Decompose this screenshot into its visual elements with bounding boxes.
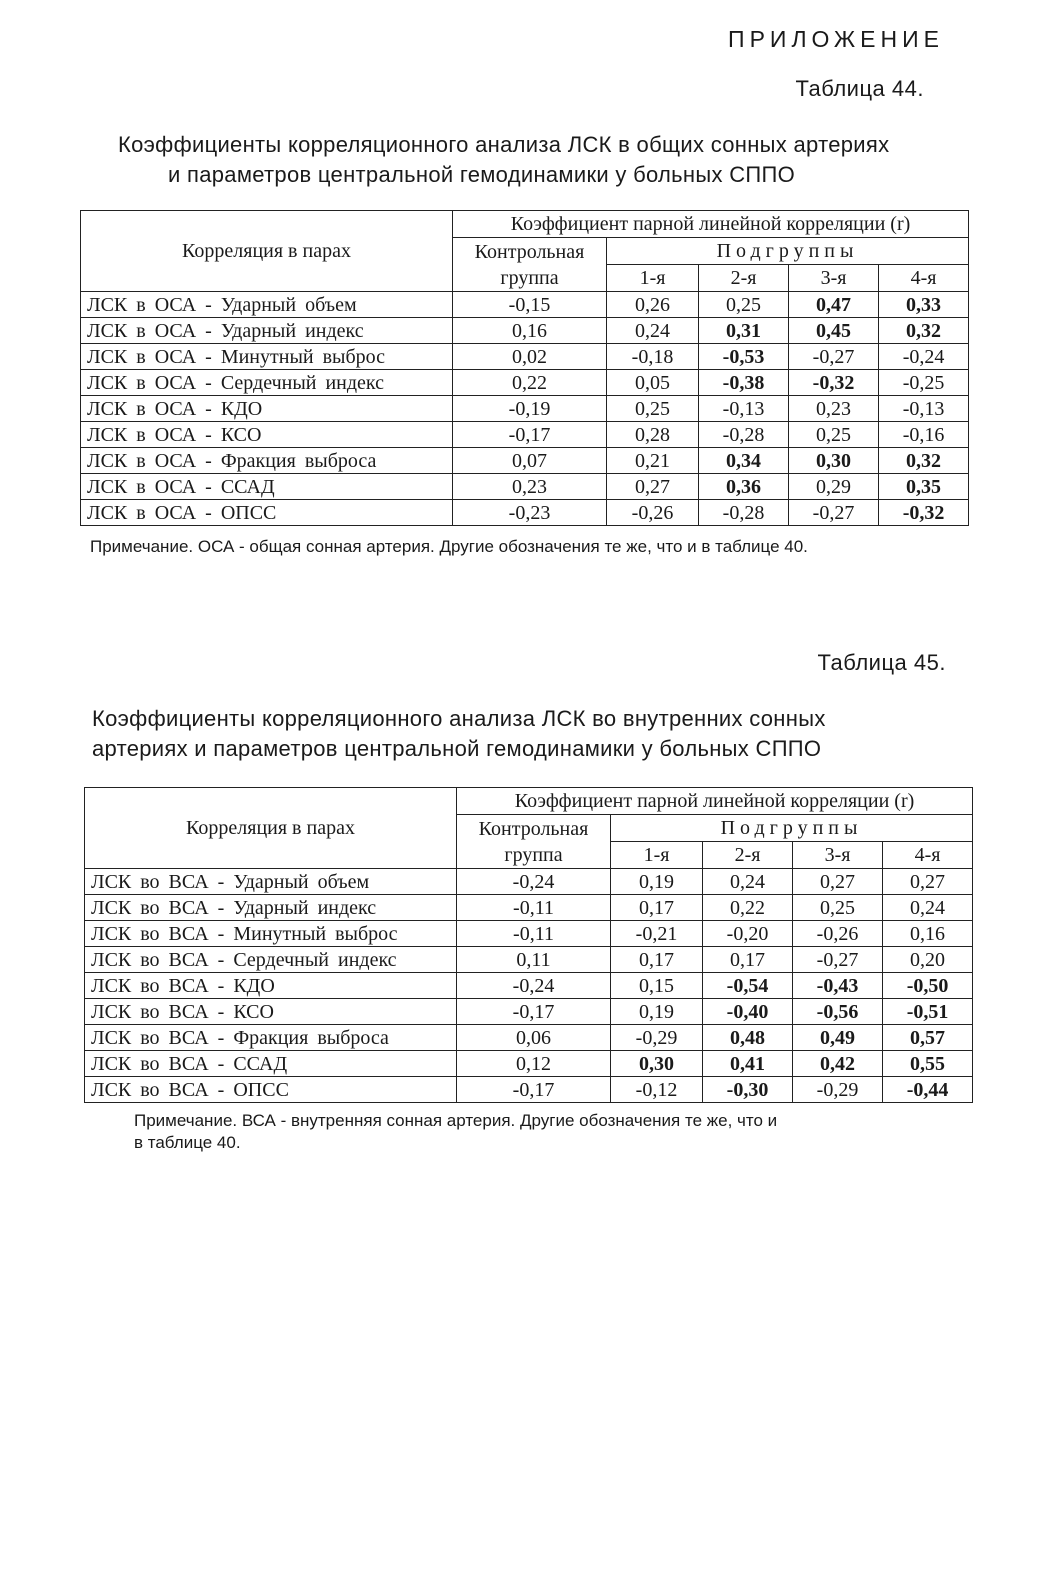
cell-subgroup-1: 0,17 <box>611 895 703 921</box>
row-label: ЛСК во ВСА - Минутный выброс <box>85 921 457 947</box>
header-sub-2: 2-я <box>703 842 793 869</box>
table-row <box>81 396 969 422</box>
table-44-title-line2: и параметров центральной гемодинамики у больных СППО <box>168 162 796 187</box>
row-label: ЛСК во ВСА - КСО <box>85 999 457 1025</box>
cell-subgroup-3: -0,27 <box>789 344 879 370</box>
cell-subgroup-1: 0,21 <box>607 448 699 474</box>
cell-subgroup-4: 0,32 <box>879 448 969 474</box>
cell-subgroup-3: 0,45 <box>789 318 879 344</box>
cell-subgroup-3: 0,29 <box>789 474 879 500</box>
cell-subgroup-1: 0,26 <box>607 292 699 318</box>
row-label: ЛСК во ВСА - КДО <box>85 973 457 999</box>
cell-subgroup-4: 0,32 <box>879 318 969 344</box>
cell-subgroup-4: -0,51 <box>883 999 973 1025</box>
cell-subgroup-4: 0,27 <box>883 869 973 895</box>
cell-subgroup-4: -0,44 <box>883 1077 973 1103</box>
cell-subgroup-3: 0,49 <box>793 1025 883 1051</box>
cell-control: -0,24 <box>457 973 611 999</box>
cell-control: -0,17 <box>453 422 607 448</box>
table-row <box>81 292 969 318</box>
cell-control: -0,17 <box>457 1077 611 1103</box>
cell-subgroup-1: -0,21 <box>611 921 703 947</box>
header-coefficient: Коэффициент парной линейной корреляции (r) <box>457 788 973 815</box>
row-label: ЛСК в ОСА - Сердечный индекс <box>81 370 453 396</box>
cell-subgroup-3: 0,23 <box>789 396 879 422</box>
table-row <box>85 999 973 1025</box>
row-label: ЛСК в ОСА - Ударный объем <box>81 292 453 318</box>
cell-subgroup-2: -0,28 <box>699 500 789 526</box>
table-row <box>85 1077 973 1103</box>
cell-subgroup-4: -0,16 <box>879 422 969 448</box>
table-row <box>81 448 969 474</box>
cell-control: 0,11 <box>457 947 611 973</box>
cell-subgroup-2: 0,17 <box>703 947 793 973</box>
header-pairs: Корреляция в парах <box>85 788 457 869</box>
cell-subgroup-1: -0,26 <box>607 500 699 526</box>
cell-subgroup-3: -0,32 <box>789 370 879 396</box>
table-row <box>85 973 973 999</box>
row-label: ЛСК во ВСА - Ударный индекс <box>85 895 457 921</box>
header-sub-3: 3-я <box>789 265 879 292</box>
cell-control: -0,24 <box>457 869 611 895</box>
cell-subgroup-4: -0,50 <box>883 973 973 999</box>
row-label: ЛСК в ОСА - ОПСС <box>81 500 453 526</box>
cell-subgroup-2: -0,40 <box>703 999 793 1025</box>
table-row <box>85 869 973 895</box>
row-label: ЛСК во ВСА - Фракция выброса <box>85 1025 457 1051</box>
header-sub-4: 4-я <box>883 842 973 869</box>
cell-subgroup-1: 0,28 <box>607 422 699 448</box>
cell-subgroup-2: -0,53 <box>699 344 789 370</box>
table-row <box>85 1025 973 1051</box>
table-row <box>81 500 969 526</box>
cell-subgroup-1: -0,29 <box>611 1025 703 1051</box>
cell-control: -0,23 <box>453 500 607 526</box>
cell-subgroup-3: -0,27 <box>793 947 883 973</box>
cell-subgroup-4: 0,35 <box>879 474 969 500</box>
table-row <box>81 318 969 344</box>
cell-subgroup-3: -0,56 <box>793 999 883 1025</box>
table-44-title <box>118 130 998 190</box>
cell-control: -0,15 <box>453 292 607 318</box>
cell-subgroup-4: -0,25 <box>879 370 969 396</box>
cell-subgroup-1: -0,18 <box>607 344 699 370</box>
appendix-heading: ПРИЛОЖЕНИЕ <box>728 26 944 52</box>
table-row <box>85 921 973 947</box>
table-44 <box>80 210 969 526</box>
cell-subgroup-2: -0,28 <box>699 422 789 448</box>
cell-subgroup-3: 0,47 <box>789 292 879 318</box>
cell-control: -0,11 <box>457 895 611 921</box>
table-45-body <box>85 869 973 1103</box>
cell-subgroup-2: 0,34 <box>699 448 789 474</box>
table-44-note: Примечание. ОСА - общая сонная артерия. Другие обозначения те же, что и в таблице 40. <box>90 537 808 556</box>
cell-subgroup-3: -0,27 <box>789 500 879 526</box>
cell-control: 0,16 <box>453 318 607 344</box>
cell-subgroup-3: -0,43 <box>793 973 883 999</box>
cell-subgroup-4: -0,13 <box>879 396 969 422</box>
cell-subgroup-2: 0,41 <box>703 1051 793 1077</box>
cell-subgroup-1: 0,05 <box>607 370 699 396</box>
row-label: ЛСК во ВСА - Сердечный индекс <box>85 947 457 973</box>
cell-control: 0,12 <box>457 1051 611 1077</box>
cell-subgroup-4: 0,33 <box>879 292 969 318</box>
table-45-label: Таблица 45. <box>817 650 946 675</box>
cell-subgroup-1: 0,27 <box>607 474 699 500</box>
cell-subgroup-3: 0,25 <box>793 895 883 921</box>
header-sub-1: 1-я <box>611 842 703 869</box>
header-sub-1: 1-я <box>607 265 699 292</box>
header-subgroups: Подгруппы <box>607 238 969 265</box>
header-control-group: Контрольная группа <box>453 238 607 292</box>
cell-subgroup-1: 0,30 <box>611 1051 703 1077</box>
table-44-title-line1: Коэффициенты корреляционного анализа ЛСК в общих сонных артериях <box>118 132 890 157</box>
cell-subgroup-1: 0,19 <box>611 999 703 1025</box>
cell-subgroup-3: 0,25 <box>789 422 879 448</box>
table-row <box>85 895 973 921</box>
cell-subgroup-3: 0,42 <box>793 1051 883 1077</box>
cell-subgroup-2: 0,24 <box>703 869 793 895</box>
table-45-note-line1: Примечание. ВСА - внутренняя сонная артерия. Другие обозначения те же, что и <box>134 1111 778 1130</box>
cell-subgroup-2: -0,38 <box>699 370 789 396</box>
header-sub-2: 2-я <box>699 265 789 292</box>
cell-subgroup-2: -0,54 <box>703 973 793 999</box>
cell-subgroup-2: 0,25 <box>699 292 789 318</box>
cell-subgroup-2: 0,48 <box>703 1025 793 1051</box>
cell-subgroup-4: -0,24 <box>879 344 969 370</box>
row-label: ЛСК в ОСА - ССАД <box>81 474 453 500</box>
row-label: ЛСК во ВСА - Ударный объем <box>85 869 457 895</box>
cell-control: -0,17 <box>457 999 611 1025</box>
cell-subgroup-3: 0,27 <box>793 869 883 895</box>
cell-subgroup-4: -0,32 <box>879 500 969 526</box>
cell-control: -0,11 <box>457 921 611 947</box>
header-subgroups: Подгруппы <box>611 815 973 842</box>
row-label: ЛСК в ОСА - КДО <box>81 396 453 422</box>
table-row <box>81 370 969 396</box>
cell-subgroup-1: -0,12 <box>611 1077 703 1103</box>
cell-control: 0,22 <box>453 370 607 396</box>
table-row <box>81 474 969 500</box>
cell-subgroup-2: -0,13 <box>699 396 789 422</box>
row-label: ЛСК в ОСА - Фракция выброса <box>81 448 453 474</box>
cell-subgroup-1: 0,24 <box>607 318 699 344</box>
cell-control: -0,19 <box>453 396 607 422</box>
table-45-note <box>134 1110 777 1154</box>
header-sub-3: 3-я <box>793 842 883 869</box>
header-pairs: Корреляция в парах <box>81 211 453 292</box>
cell-subgroup-2: -0,30 <box>703 1077 793 1103</box>
cell-subgroup-4: 0,20 <box>883 947 973 973</box>
cell-subgroup-3: -0,26 <box>793 921 883 947</box>
cell-subgroup-3: 0,30 <box>789 448 879 474</box>
row-label: ЛСК во ВСА - ССАД <box>85 1051 457 1077</box>
header-control-group: Контрольная группа <box>457 815 611 869</box>
table-44-label: Таблица 44. <box>795 76 924 101</box>
table-row <box>81 422 969 448</box>
cell-control: 0,06 <box>457 1025 611 1051</box>
row-label: ЛСК в ОСА - Минутный выброс <box>81 344 453 370</box>
row-label: ЛСК во ВСА - ОПСС <box>85 1077 457 1103</box>
cell-control: 0,02 <box>453 344 607 370</box>
cell-control: 0,07 <box>453 448 607 474</box>
table-row <box>85 1051 973 1077</box>
table-45-title-line1: Коэффициенты корреляционного анализа ЛСК во внутренних сонных <box>92 706 826 731</box>
cell-subgroup-4: 0,55 <box>883 1051 973 1077</box>
cell-subgroup-1: 0,25 <box>607 396 699 422</box>
cell-subgroup-2: 0,31 <box>699 318 789 344</box>
cell-subgroup-3: -0,29 <box>793 1077 883 1103</box>
cell-subgroup-1: 0,19 <box>611 869 703 895</box>
table-45-title-line2: артериях и параметров центральной гемодинамики у больных СППО <box>92 736 822 761</box>
row-label: ЛСК в ОСА - Ударный индекс <box>81 318 453 344</box>
table-45 <box>84 787 973 1103</box>
cell-subgroup-1: 0,15 <box>611 973 703 999</box>
table-row <box>85 947 973 973</box>
cell-subgroup-4: 0,57 <box>883 1025 973 1051</box>
table-45-title <box>92 704 972 764</box>
table-45-note-line2: в таблице 40. <box>134 1133 241 1152</box>
cell-subgroup-2: -0,20 <box>703 921 793 947</box>
header-sub-4: 4-я <box>879 265 969 292</box>
cell-subgroup-1: 0,17 <box>611 947 703 973</box>
table-44-body <box>81 292 969 526</box>
cell-subgroup-4: 0,24 <box>883 895 973 921</box>
header-coefficient: Коэффициент парной линейной корреляции (r) <box>453 211 969 238</box>
cell-subgroup-2: 0,36 <box>699 474 789 500</box>
cell-subgroup-4: 0,16 <box>883 921 973 947</box>
table-row <box>81 344 969 370</box>
row-label: ЛСК в ОСА - КСО <box>81 422 453 448</box>
cell-control: 0,23 <box>453 474 607 500</box>
cell-subgroup-2: 0,22 <box>703 895 793 921</box>
